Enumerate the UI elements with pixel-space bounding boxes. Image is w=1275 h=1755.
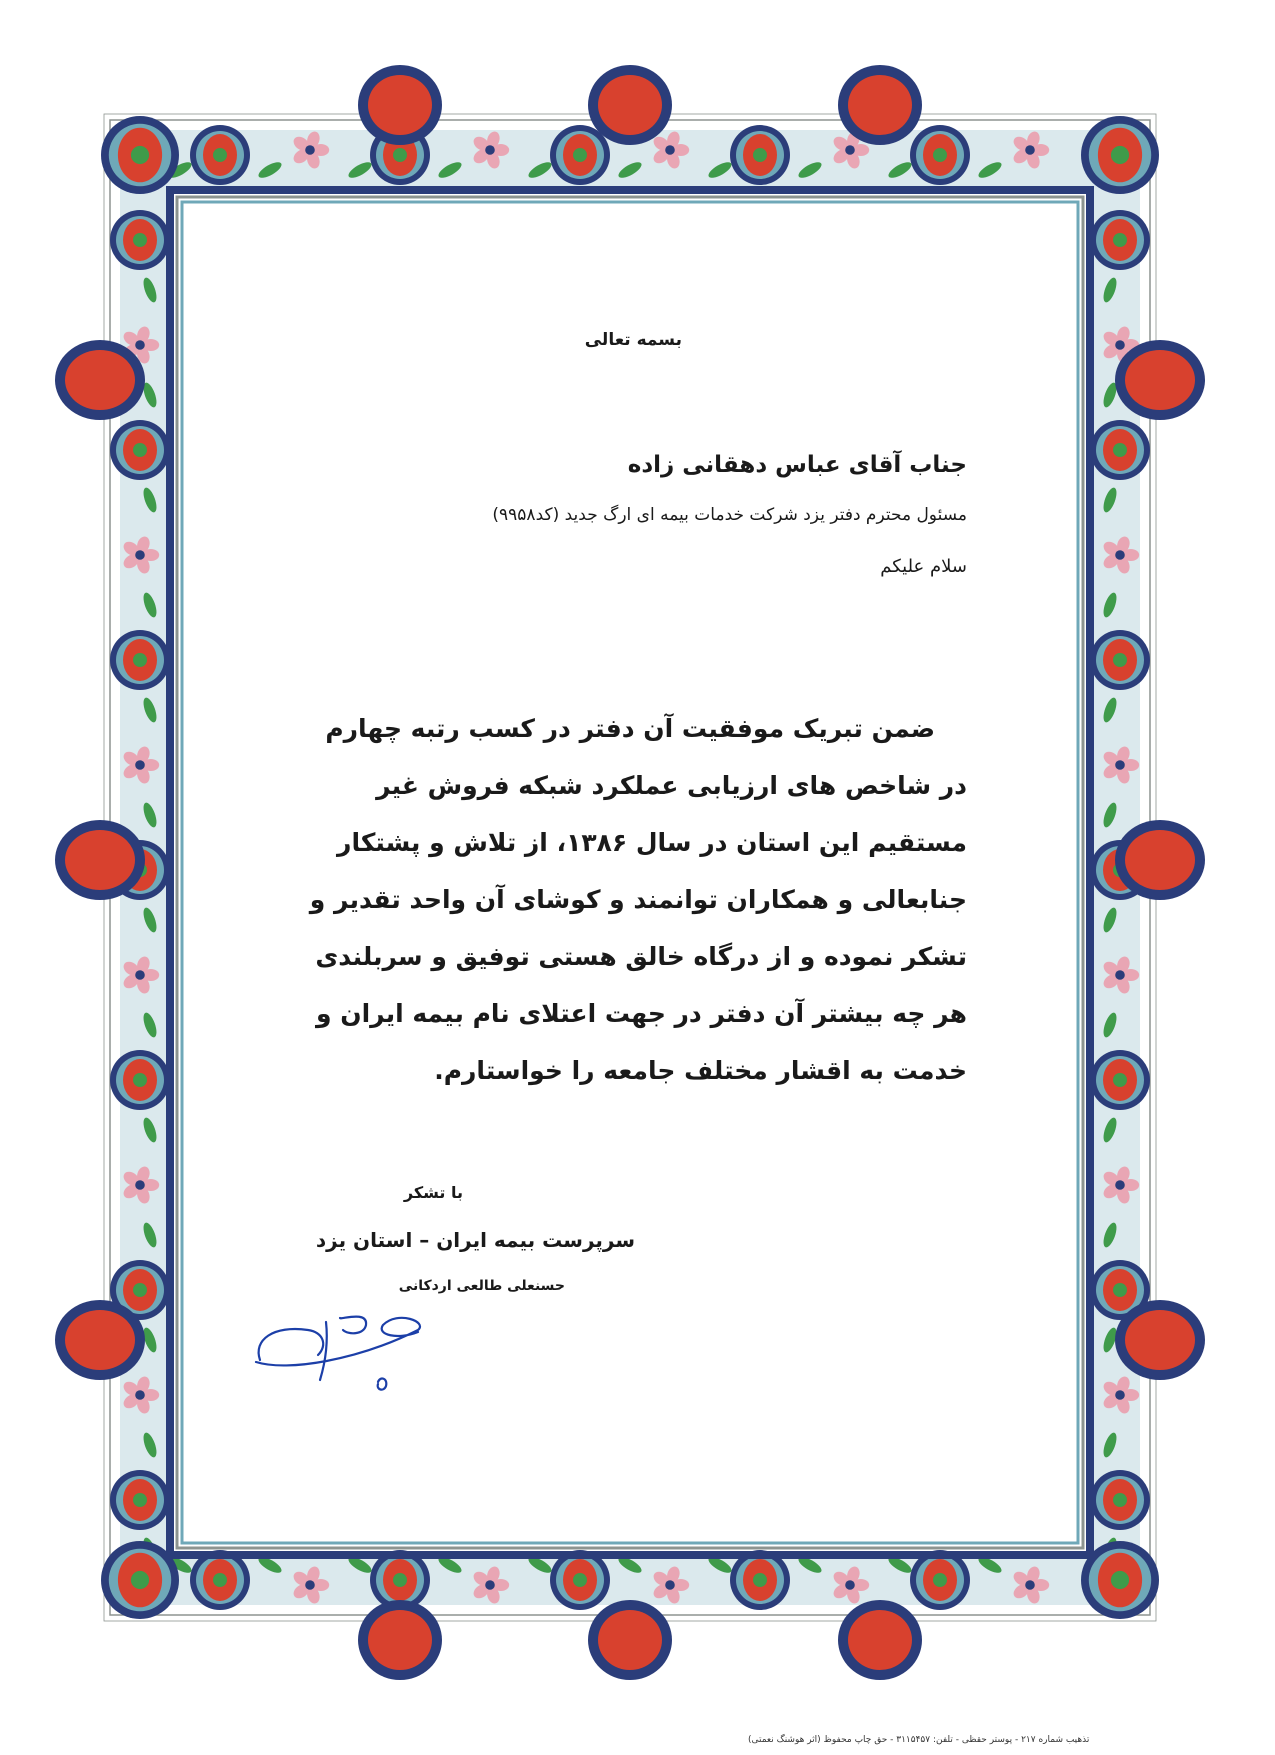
body-line: جنابعالی و همکاران توانمند و کوشای آن واحد تقدیر و: [309, 885, 967, 914]
right-flower-center: [1115, 1180, 1125, 1190]
left-medallion-center: [133, 233, 147, 247]
bottom-flower-center: [845, 1580, 855, 1590]
top-medallion-center: [933, 148, 947, 162]
bottom-medallion-center: [393, 1573, 407, 1587]
corner-medallion-center: [1111, 1571, 1129, 1589]
right-flower-center: [1115, 1390, 1125, 1400]
body-line: هر چه بیشتر آن دفتر در جهت اعتلای نام بیمه ایران و: [316, 999, 967, 1028]
closing-phrase: با تشکر: [403, 1183, 463, 1202]
right-flower-center: [1115, 970, 1125, 980]
body-line: تشکر نموده و از درگاه خالق هستی توفیق و سربلندی: [315, 942, 967, 971]
letter-body: [267, 700, 967, 1099]
top-medallion-center: [753, 148, 767, 162]
left-flower-center: [135, 340, 145, 350]
invocation-heading: بسمه تعالی: [584, 330, 682, 350]
body-line: در شاخص های ارزیابی عملکرد شبکه فروش غیر: [376, 771, 967, 800]
corner-medallion-center: [131, 1571, 149, 1589]
left-medallion-center: [133, 1493, 147, 1507]
bottom-cartouche-inner: [598, 1610, 662, 1670]
left-flower-center: [135, 1390, 145, 1400]
top-cartouche-inner: [848, 75, 912, 135]
right-medallion-center: [1113, 1283, 1127, 1297]
bottom-cartouche-inner: [848, 1610, 912, 1670]
left-medallion-center: [133, 1073, 147, 1087]
side-cartouche-inner: [1125, 350, 1195, 410]
right-flower-center: [1115, 550, 1125, 560]
top-medallion-center: [393, 148, 407, 162]
left-medallion-center: [133, 443, 147, 457]
body-line: ضمن تبریک موفقیت آن دفتر در کسب رتبه چهارم: [325, 714, 935, 743]
bottom-medallion-center: [213, 1573, 227, 1587]
right-medallion-center: [1113, 1073, 1127, 1087]
top-flower-center: [305, 145, 315, 155]
left-flower-center: [135, 1180, 145, 1190]
bottom-cartouche-inner: [368, 1610, 432, 1670]
bottom-flower-center: [485, 1580, 495, 1590]
right-medallion-center: [1113, 653, 1127, 667]
signature-image: [248, 1300, 448, 1400]
side-cartouche-inner: [65, 1310, 135, 1370]
greeting: سلام علیکم: [880, 556, 967, 577]
side-cartouche-inner: [1125, 1310, 1195, 1370]
bottom-medallion-center: [933, 1573, 947, 1587]
left-flower-center: [135, 970, 145, 980]
signer-title: سرپرست بیمه ایران – استان یزد: [315, 1228, 635, 1252]
right-flower-center: [1115, 340, 1125, 350]
top-medallion-center: [573, 148, 587, 162]
right-medallion-center: [1113, 1493, 1127, 1507]
recipient-title: مسئول محترم دفتر یزد شرکت خدمات بیمه ای ارگ جدید (کد۹۹۵۸): [492, 505, 967, 525]
right-medallion-center: [1113, 443, 1127, 457]
right-flower-center: [1115, 760, 1125, 770]
corner-medallion-center: [1111, 146, 1129, 164]
top-flower-center: [845, 145, 855, 155]
bottom-medallion-center: [753, 1573, 767, 1587]
top-medallion-center: [213, 148, 227, 162]
top-flower-center: [1025, 145, 1035, 155]
top-cartouche-inner: [368, 75, 432, 135]
left-flower-center: [135, 760, 145, 770]
signer-name: حسنعلی طالعی اردکانی: [398, 1278, 565, 1294]
bottom-flower-center: [665, 1580, 675, 1590]
right-medallion-center: [1113, 233, 1127, 247]
recipient-name: جناب آقای عباس دهقانی زاده: [627, 452, 967, 478]
body-line: مستقیم این استان در سال ۱۳۸۶، از تلاش و پشتکار: [337, 828, 967, 857]
bottom-flower-center: [305, 1580, 315, 1590]
top-cartouche-inner: [598, 75, 662, 135]
left-medallion-center: [133, 653, 147, 667]
left-flower-center: [135, 550, 145, 560]
left-medallion-center: [133, 1283, 147, 1297]
bottom-flower-center: [1025, 1580, 1035, 1590]
top-flower-center: [665, 145, 675, 155]
footer-credit: تذهیب شماره ۲۱۷ - پوستر حقظی - تلفن: ۳۱۱۵۴۵۷ - حق چاپ محفوظ (اثر هوشنگ نعمتی): [748, 1735, 1090, 1745]
body-line: خدمت به اقشار مختلف جامعه را خواستارم.: [434, 1056, 967, 1085]
top-flower-center: [485, 145, 495, 155]
side-cartouche-inner: [1125, 830, 1195, 890]
side-cartouche-inner: [65, 350, 135, 410]
bottom-medallion-center: [573, 1573, 587, 1587]
side-cartouche-inner: [65, 830, 135, 890]
corner-medallion-center: [131, 146, 149, 164]
